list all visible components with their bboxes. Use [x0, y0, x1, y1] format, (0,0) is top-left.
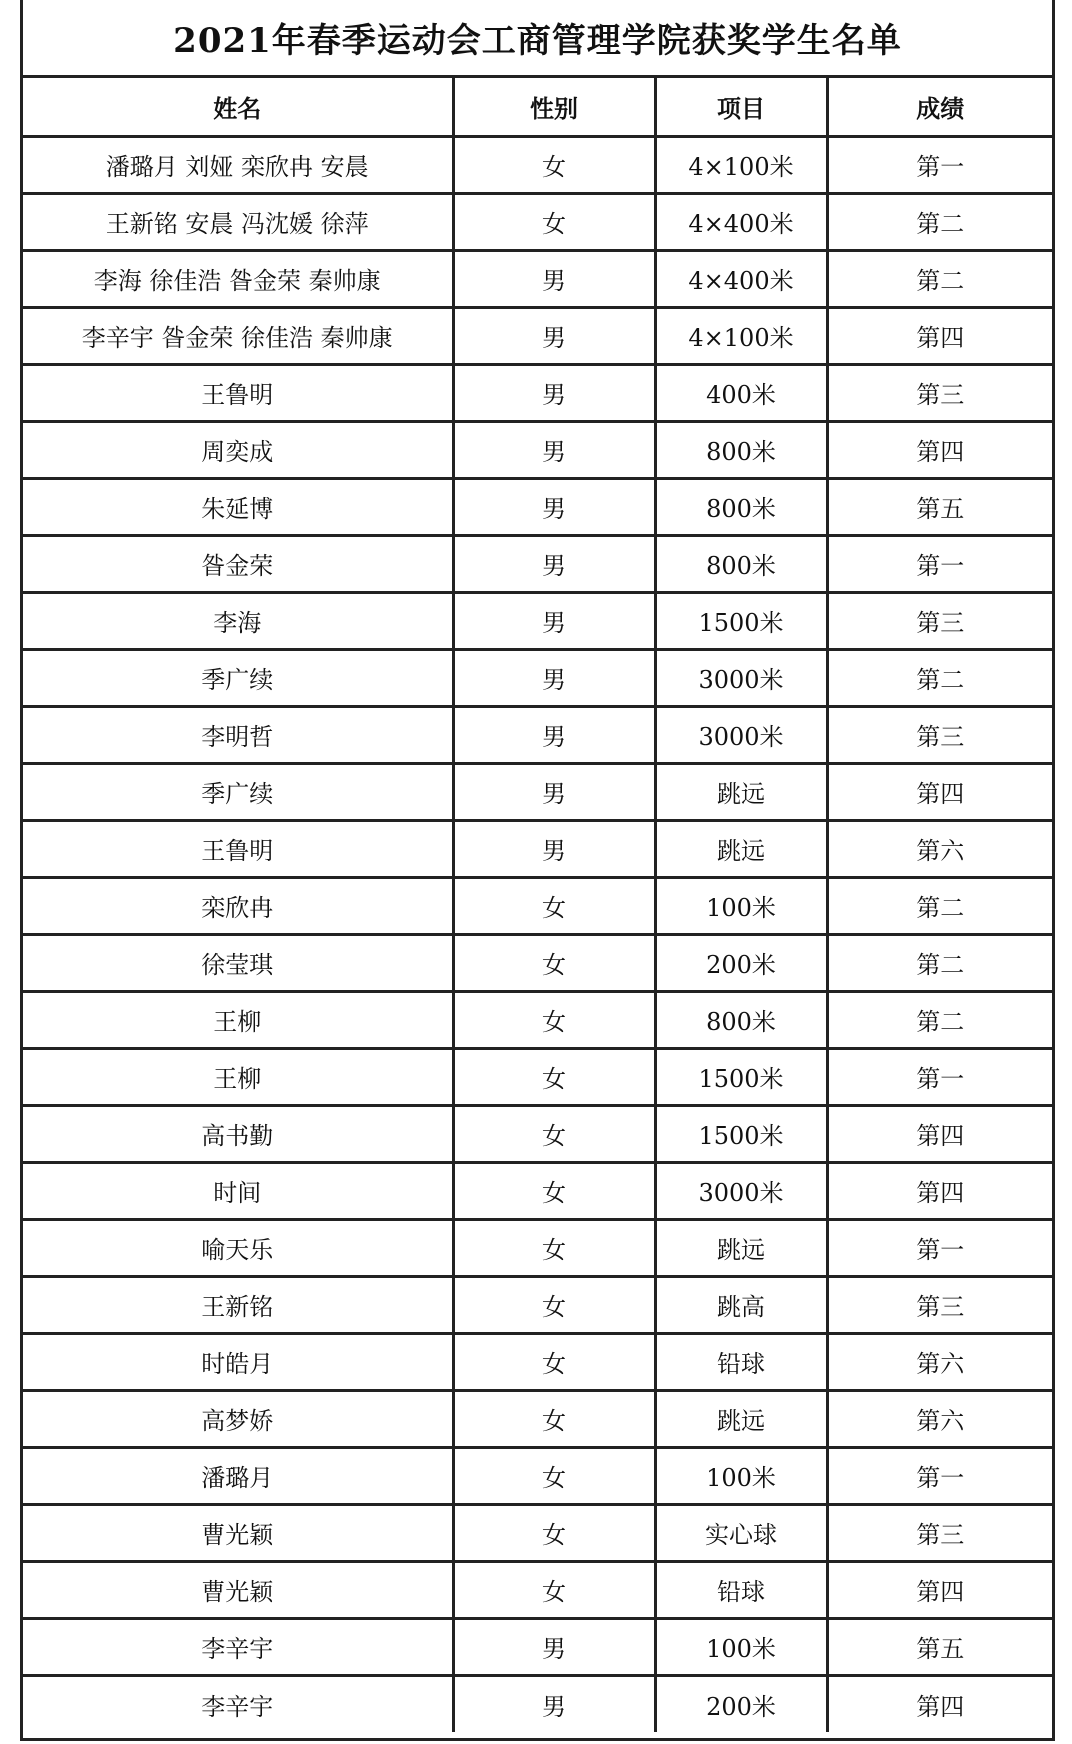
cell-gender: 男 [453, 478, 655, 535]
cell-name: 李辛宇 [23, 1675, 453, 1732]
cell-name: 高梦娇 [23, 1390, 453, 1447]
cell-result: 第四 [916, 1692, 965, 1721]
cell-result: 第三 [827, 1276, 1052, 1333]
cell-gender: 女 [453, 1048, 655, 1105]
cell-result: 第一 [827, 1219, 1052, 1276]
cell-event: 800米 [655, 478, 827, 535]
table-row [23, 1561, 1052, 1618]
table-row [23, 1447, 1052, 1504]
table-row [23, 193, 1052, 250]
cell-gender: 男 [453, 250, 655, 307]
cell-result: 第四 [827, 421, 1052, 478]
table-row [23, 934, 1052, 991]
cell-event: 800米 [655, 535, 827, 592]
cell-gender: 女 [453, 193, 655, 250]
cell-gender: 女 [453, 1390, 655, 1447]
table-row [23, 1162, 1052, 1219]
cell-result: 第五 [827, 478, 1052, 535]
cell-gender: 男 [453, 1675, 655, 1732]
cell-event: 1500米 [655, 1048, 827, 1105]
cell-event: 200米 [655, 934, 827, 991]
cell-name: 曹光颖 [23, 1504, 453, 1561]
cell-name: 李明哲 [23, 706, 453, 763]
cell-event: 200米 [655, 1675, 827, 1732]
cell-event: 100米 [655, 1618, 827, 1675]
table-row [23, 421, 1052, 478]
column-header-result: 成绩 [827, 78, 1052, 136]
cell-name: 王柳 [23, 1048, 453, 1105]
cell-gender: 男 [453, 535, 655, 592]
cell-name: 王鲁明 [23, 364, 453, 421]
cell-result: 第四 [827, 1105, 1052, 1162]
table-header-row [23, 78, 1052, 136]
cell-event: 800米 [655, 991, 827, 1048]
cell-gender: 女 [453, 1333, 655, 1390]
cell-gender: 男 [453, 592, 655, 649]
cell-event: 跳高 [655, 1276, 827, 1333]
cell-name: 徐莹琪 [23, 934, 453, 991]
cell-gender: 女 [453, 1276, 655, 1333]
table-row [23, 991, 1052, 1048]
table-row [23, 706, 1052, 763]
cell-result: 第六 [827, 1333, 1052, 1390]
cell-name: 时间 [23, 1162, 453, 1219]
cell-name: 周奕成 [23, 421, 453, 478]
cell-name: 李辛宇 昝金荣 徐佳浩 秦帅康 [23, 307, 453, 364]
cell-gender: 男 [453, 364, 655, 421]
cell-result: 第三 [827, 364, 1052, 421]
cell-result: 第三 [827, 592, 1052, 649]
cell-name: 李辛宇 [23, 1618, 453, 1675]
cell-event: 400米 [655, 364, 827, 421]
cell-gender: 男 [453, 763, 655, 820]
cell-event: 3000米 [655, 649, 827, 706]
cell-gender: 男 [453, 706, 655, 763]
cell-event: 4×100米 [655, 136, 827, 193]
cell-name: 朱延博 [23, 478, 453, 535]
cell-name: 李海 徐佳浩 昝金荣 秦帅康 [23, 250, 453, 307]
cell-event: 3000米 [655, 706, 827, 763]
table-row [23, 1105, 1052, 1162]
cell-event: 跳远 [655, 763, 827, 820]
cell-name: 高书勤 [23, 1105, 453, 1162]
table-row [23, 763, 1052, 820]
award-list-document [20, 0, 1055, 1741]
cell-gender: 女 [453, 877, 655, 934]
cell-name: 喻天乐 [23, 1219, 453, 1276]
column-header-event: 项目 [655, 78, 827, 136]
column-header-name: 姓名 [23, 78, 453, 136]
cell-gender: 女 [453, 1219, 655, 1276]
cell-gender: 女 [453, 934, 655, 991]
cell-gender: 女 [453, 1504, 655, 1561]
table-row [23, 1675, 1052, 1732]
cell-event: 3000米 [655, 1162, 827, 1219]
cell-gender: 男 [453, 307, 655, 364]
cell-result: 第二 [827, 877, 1052, 934]
cell-event: 铅球 [655, 1561, 827, 1618]
cell-result: 第三 [827, 1504, 1052, 1561]
cell-event: 铅球 [655, 1333, 827, 1390]
cell-gender: 女 [453, 991, 655, 1048]
cell-gender: 男 [453, 421, 655, 478]
cell-result: 第六 [827, 1390, 1052, 1447]
cell-result: 第一 [827, 535, 1052, 592]
table-row [23, 136, 1052, 193]
table-row [23, 250, 1052, 307]
cell-name: 曹光颖 [23, 1561, 453, 1618]
cell-name: 季广续 [23, 763, 453, 820]
table-row [23, 1333, 1052, 1390]
table-row [23, 877, 1052, 934]
cell-gender: 男 [453, 1618, 655, 1675]
cell-name: 王新铭 [23, 1276, 453, 1333]
table-row [23, 364, 1052, 421]
cell-event: 跳远 [655, 1390, 827, 1447]
column-header-gender: 性别 [453, 78, 655, 136]
table-row [23, 307, 1052, 364]
cell-name: 王鲁明 [23, 820, 453, 877]
table-row [23, 1219, 1052, 1276]
cell-event: 4×100米 [655, 307, 827, 364]
table-row [23, 649, 1052, 706]
cell-event: 跳远 [655, 820, 827, 877]
award-table [23, 78, 1052, 1732]
cell-gender: 女 [453, 1561, 655, 1618]
cell-result: 第二 [827, 250, 1052, 307]
cell-name: 栾欣冉 [23, 877, 453, 934]
cell-result: 第一 [827, 1447, 1052, 1504]
cell-result: 第六 [827, 820, 1052, 877]
table-row [23, 820, 1052, 877]
table-row [23, 592, 1052, 649]
cell-name: 季广续 [23, 649, 453, 706]
table-row [23, 535, 1052, 592]
cell-name: 李海 [23, 592, 453, 649]
cell-name: 潘璐月 刘娅 栾欣冉 安晨 [23, 136, 453, 193]
table-row [23, 1618, 1052, 1675]
cell-result: 第五 [827, 1618, 1052, 1675]
table-row [23, 1048, 1052, 1105]
cell-result: 第二 [827, 193, 1052, 250]
table-row [23, 1504, 1052, 1561]
cell-result: 第四 [827, 763, 1052, 820]
cell-event: 1500米 [655, 592, 827, 649]
cell-event: 跳远 [655, 1219, 827, 1276]
cell-result: 第三 [827, 706, 1052, 763]
cell-name: 潘璐月 [23, 1447, 453, 1504]
cell-gender: 女 [453, 136, 655, 193]
cell-event: 800米 [655, 421, 827, 478]
cell-name: 昝金荣 [23, 535, 453, 592]
cell-result: 第一 [827, 136, 1052, 193]
cell-event: 4×400米 [655, 250, 827, 307]
cell-name: 时皓月 [23, 1333, 453, 1390]
cell-name: 王新铭 安晨 冯沈媛 徐萍 [23, 193, 453, 250]
cell-event: 1500米 [655, 1105, 827, 1162]
document-title: 2021年春季运动会工商管理学院获奖学生名单 [23, 0, 1052, 78]
cell-result: 第二 [827, 991, 1052, 1048]
cell-gender: 女 [453, 1105, 655, 1162]
table-row [23, 1276, 1052, 1333]
cell-result: 第二 [827, 649, 1052, 706]
table-row [23, 478, 1052, 535]
cell-event: 100米 [655, 1447, 827, 1504]
cell-name: 王柳 [23, 991, 453, 1048]
cell-event: 100米 [655, 877, 827, 934]
cell-event: 4×400米 [655, 193, 827, 250]
cell-gender: 女 [453, 1447, 655, 1504]
cell-result: 第一 [827, 1048, 1052, 1105]
cell-result: 第四 [827, 1561, 1052, 1618]
cell-result: 第二 [827, 934, 1052, 991]
cell-result: 第四 [827, 307, 1052, 364]
table-body [23, 136, 1052, 1732]
cell-gender: 女 [453, 1162, 655, 1219]
cell-event: 实心球 [655, 1504, 827, 1561]
cell-gender: 男 [453, 820, 655, 877]
table-row [23, 1390, 1052, 1447]
cell-result: 第四 [827, 1162, 1052, 1219]
cell-gender: 男 [453, 649, 655, 706]
